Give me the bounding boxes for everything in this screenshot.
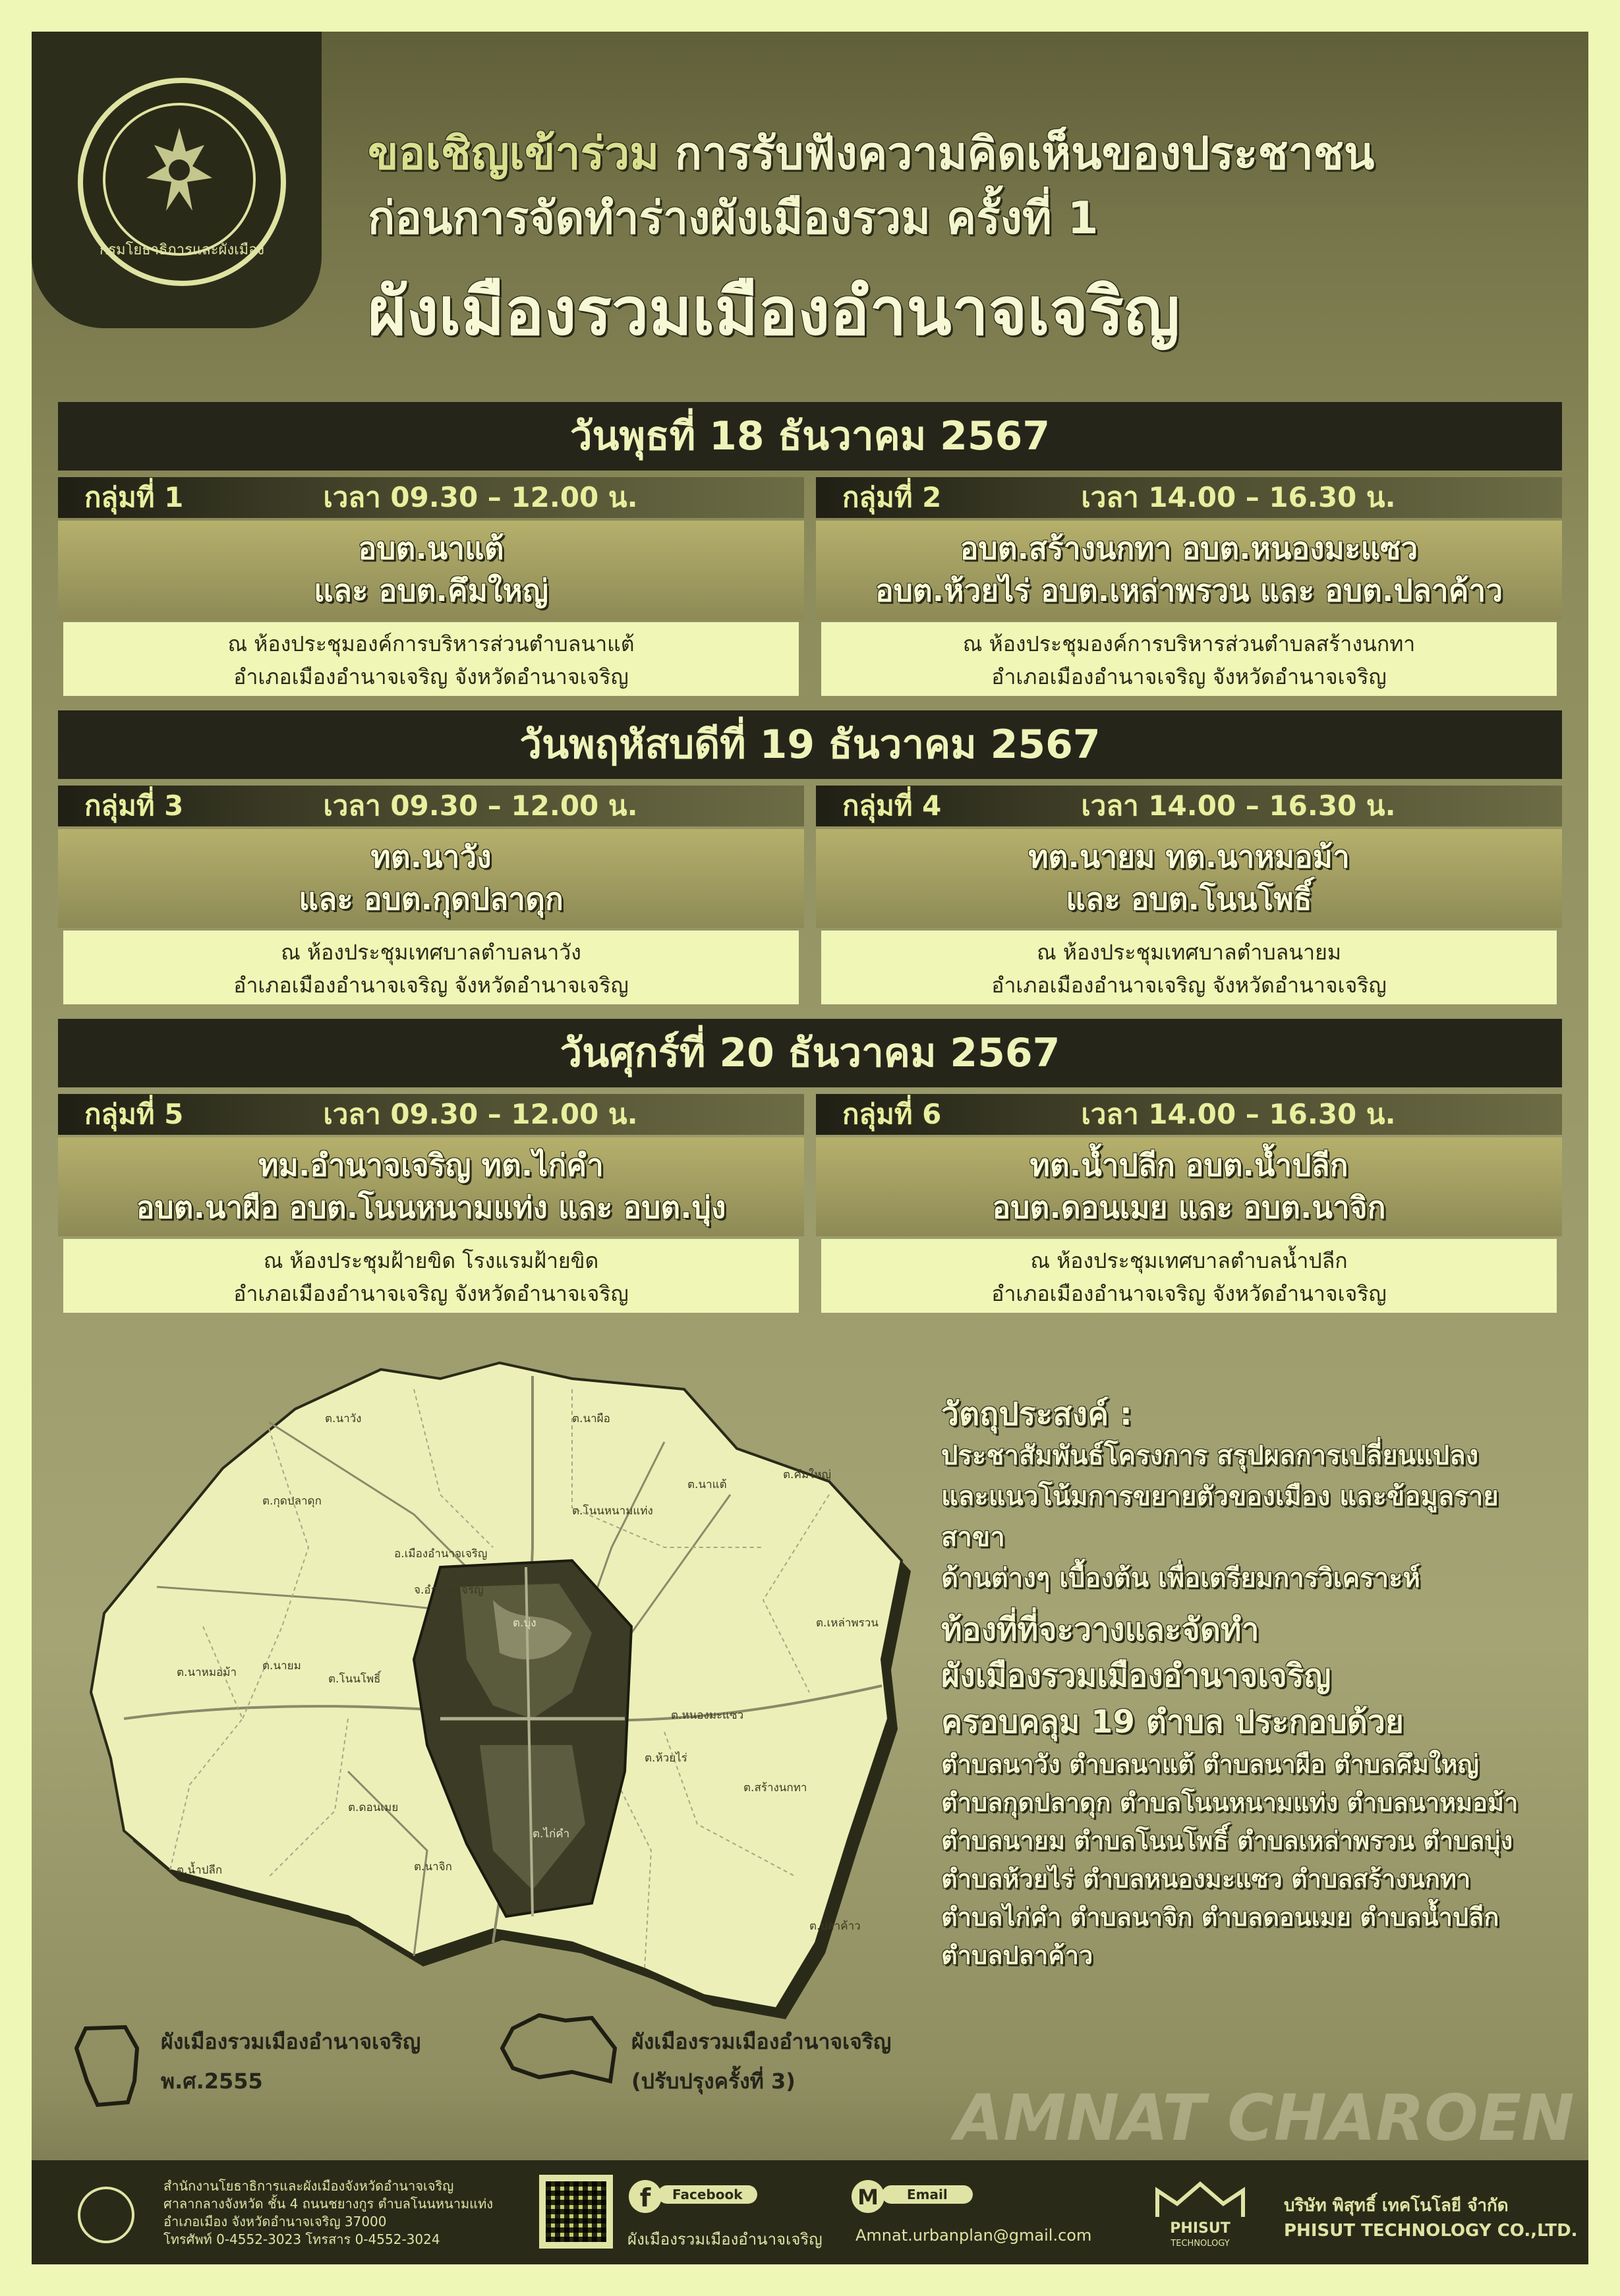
group-label: กลุ่มที่ 3 — [84, 789, 184, 822]
office-seal-icon — [78, 2187, 134, 2243]
group-card-6 — [816, 1094, 1562, 1318]
map-label: ต.ดอนเมย — [348, 1801, 399, 1814]
map-label: ต.ห้วยไร่ — [645, 1752, 687, 1765]
group-time: เวลา 09.30 – 12.00 น. — [323, 789, 638, 822]
map-label: ต.กุดปลาดุก — [262, 1495, 322, 1508]
map-label: ต.นาหมอม้า — [177, 1666, 237, 1679]
title-lead: ขอเชิญเข้าร่วม — [368, 128, 660, 180]
map-label: ต.คึมใหญ่ — [783, 1468, 832, 1481]
group-participants: ทต.นายม ทต.นาหมอม้า และ อบต.โนนโพธิ์ — [816, 829, 1562, 928]
day-date: วันศุกร์ที่ 20 ธันวาคม 2567 — [58, 1019, 1562, 1087]
group-time: เวลา 09.30 – 12.00 น. — [323, 481, 638, 513]
map-label: อ.เมืองอำนาจเจริญ — [394, 1547, 488, 1561]
group-card-1 — [58, 477, 804, 701]
map-label: ต.นาผือ — [572, 1412, 610, 1425]
watermark-text: AMNAT CHAROEN — [954, 2081, 1575, 2155]
group-card-2 — [816, 477, 1562, 701]
map-label: ต.นายม — [262, 1659, 301, 1673]
map-label: ต.ไก่คำ — [533, 1827, 570, 1841]
map-label: ต.โนนหนามแท่ง — [572, 1505, 653, 1518]
qr-code-icon[interactable] — [539, 2175, 613, 2249]
group-card-5 — [58, 1094, 804, 1318]
legend-2555-boundary-icon — [71, 2022, 144, 2108]
main-title: ผังเมืองรวมเมืองอำนาจเจริญ — [368, 273, 1180, 350]
objective-body: ประชาสัมพันธ์โครงการ สรุปผลการเปลี่ยนแปลง และแนวโน้มการขยายตัวของเมือง และข้อมูลรายสาขา ด้านต่างๆ เบื้องต้น เพื่อเตรียมการวิเคราะห์ — [941, 1441, 1499, 1593]
objective-title: วัตถุประสงค์ : — [941, 1396, 1132, 1433]
department-seal-icon — [78, 78, 286, 286]
group-venue: ณ ห้องประชุมเทศบาลตำบลน้ำปลีก อำเภอเมืองอำนาจเจริญ จังหวัดอำนาจเจริญ — [821, 1239, 1557, 1313]
deity-emblem-icon — [105, 105, 253, 253]
map-label: ต.นาแต้ — [687, 1478, 727, 1491]
group-label: กลุ่มที่ 1 — [84, 481, 184, 513]
day-date: วันพฤหัสบดีที่ 19 ธันวาคม 2567 — [58, 710, 1562, 779]
map-label: ต.ปลาค้าว — [809, 1920, 861, 1933]
group-venue: ณ ห้องประชุมองค์การบริหารส่วนตำบลนาแต้ อำเภอเมืองอำนาจเจริญ จังหวัดอำนาจเจริญ — [63, 622, 799, 696]
coverage-tambon-list: ตำบลนาวัง ตำบลนาแต้ ตำบลนาผือ ตำบลคึมใหญ่ ตำบลกุดปลาดุก ตำบลโนนหนามแท่ง ตำบลนาหมอม้า ตำบลนายม ตำบลโนนโพธิ์ ตำบลเหล่าพรวน ตำบลบุ่ง ตำบลห้วยไร่ ตำบลหนองมะแซว ตำบลสร้างนกทา ตำบลไก่คำ ตำบลนาจิก ตำบลดอนเมย ตำบลน้ำปลีก ตำบลปลาค้าว — [941, 1750, 1519, 1970]
group-venue: ณ ห้องประชุมเทศบาลตำบลนาวัง อำเภอเมืองอำนาจเจริญ จังหวัดอำนาจเจริญ — [63, 931, 799, 1004]
map-label: ต.เหล่าพรวน — [816, 1617, 879, 1630]
title-rest: การรับฟังความคิดเห็นของประชาชน — [674, 128, 1375, 180]
company-name: บริษัท พิสุทธิ์ เทคโนโลยี จำกัด PHISUT TECHNOLOGY CO.,LTD. — [1284, 2196, 1578, 2241]
map-label: ต.โนนโพธิ์ — [328, 1673, 381, 1686]
map-label: ต.สร้างนกทา — [743, 1781, 807, 1794]
map-label: ต.บุ่ง — [513, 1617, 536, 1630]
group-time: เวลา 14.00 – 16.30 น. — [1081, 1098, 1396, 1130]
day-date: วันพุธที่ 18 ธันวาคม 2567 — [58, 402, 1562, 471]
group-participants: อบต.นาแต้ และ อบต.คึมใหญ่ — [58, 521, 804, 619]
map-label: จ.อำนาจเจริญ — [414, 1584, 484, 1597]
group-time: เวลา 09.30 – 12.00 น. — [323, 1098, 638, 1130]
group-label: กลุ่มที่ 4 — [842, 789, 942, 822]
group-time: เวลา 14.00 – 16.30 น. — [1081, 481, 1396, 513]
email-label: Email — [882, 2185, 973, 2204]
group-card-3 — [58, 786, 804, 1010]
group-participants: ทม.อำนาจเจริญ ทต.ไก่คำ อบต.นาผือ อบต.โนนหนามแท่ง และ อบต.บุ่ง — [58, 1137, 804, 1236]
logo-subtitle: TECHNOLOGY — [1171, 2239, 1230, 2249]
office-contact: สำนักงานโยธาธิการและผังเมืองจังหวัดอำนาจเจริญ ศาลากลางจังหวัด ชั้น 4 ถนนชยางกูร ตำบลโนนหนามแท่ง อำเภอเมือง จังหวัดอำนาจเจริญ 37000 โทรศัพท์ 0-4552-3023 โทรสาร 0-4552-3024 — [163, 2178, 494, 2247]
group-participants: ทต.นาวัง และ อบต.กุดปลาดุก — [58, 829, 804, 928]
group-venue: ณ ห้องประชุมองค์การบริหารส่วนตำบลสร้างนกทา อำเภอเมืองอำนาจเจริญ จังหวัดอำนาจเจริญ — [821, 622, 1557, 696]
group-venue: ณ ห้องประชุมฝ้ายขิด โรงแรมฝ้ายขิด อำเภอเมืองอำนาจเจริญ จังหวัดอำนาจเจริญ — [63, 1239, 799, 1313]
group-time: เวลา 14.00 – 16.30 น. — [1081, 789, 1396, 822]
seal-text: กรมโยธาธิการและผังเมือง — [99, 242, 265, 258]
map-label: ต.หนองมะแซว — [671, 1709, 744, 1722]
header-seal-panel — [32, 32, 322, 328]
group-label: กลุ่มที่ 6 — [842, 1098, 942, 1130]
title-line-2: ก่อนการจัดทำร่างผังเมืองรวม ครั้งที่ 1 — [368, 192, 1099, 244]
logo-name: PHISUT — [1170, 2220, 1230, 2237]
group-participants: อบต.สร้างนกทา อบต.หนองมะแซว อบต.ห้วยไร่ อบต.เหล่าพรวน และ อบต.ปลาค้าว — [816, 521, 1562, 619]
legend-item-2: ผังเมืองรวมเมืองอำนาจเจริญ (ปรับปรุงครั้งที่ 3) — [631, 2029, 892, 2094]
facebook-label: Facebook — [658, 2185, 757, 2204]
poster — [32, 32, 1588, 2264]
map-label: ต.นาวัง — [325, 1412, 362, 1425]
group-venue: ณ ห้องประชุมเทศบาลตำบลนายม อำเภอเมืองอำนาจเจริญ จังหวัดอำนาจเจริญ — [821, 931, 1557, 1004]
facebook-page-link[interactable]: ผังเมืองรวมเมืองอำนาจเจริญ — [627, 2230, 823, 2249]
legend-item-1: ผังเมืองรวมเมืองอำนาจเจริญ พ.ศ.2555 — [161, 2029, 421, 2094]
group-participants: ทต.น้ำปลีก อบต.น้ำปลีก อบต.ดอนเมย และ อบต.นาจิก — [816, 1137, 1562, 1236]
map-label: ต.น้ำปลีก — [177, 1864, 223, 1877]
title-line-1 — [368, 117, 1374, 188]
email-icon[interactable]: M — [852, 2180, 884, 2213]
facebook-icon[interactable]: f — [629, 2180, 662, 2213]
district-map-graphic — [71, 1350, 928, 2022]
phisut-logo — [1151, 2177, 1250, 2250]
phisut-logo-icon — [1151, 2177, 1250, 2250]
coverage-title: ท้องที่ที่จะวางและจัดทำ ผังเมืองรวมเมืองอำนาจเจริญ ครอบคลุม 19 ตำบล ประกอบด้วย — [941, 1611, 1404, 1740]
footer — [32, 2160, 1588, 2264]
map-label: ต.นาจิก — [414, 1860, 452, 1874]
email-link[interactable]: Amnat.urbanplan@gmail.com — [855, 2226, 1092, 2245]
group-card-4 — [816, 786, 1562, 1010]
group-label: กลุ่มที่ 5 — [84, 1098, 184, 1130]
legend-revision3-boundary-icon — [493, 2009, 625, 2088]
planning-area-map — [71, 1350, 928, 2022]
group-label: กลุ่มที่ 2 — [842, 481, 942, 513]
